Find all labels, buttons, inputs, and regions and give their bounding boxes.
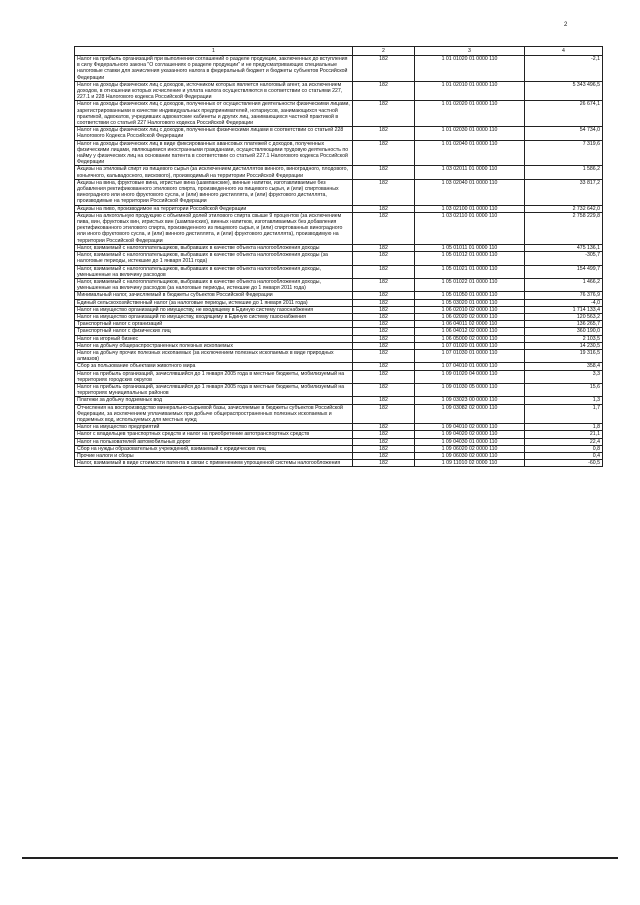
- row-value: 2 758 229,8: [525, 212, 603, 244]
- row-admin-code: 182: [353, 127, 415, 140]
- row-name: Единый сельскохозяйственный налог (за налоговые периоды, истекшие до 1 января 2011 года): [75, 299, 353, 306]
- row-value: 1 586,2: [525, 166, 603, 179]
- row-name: Налог, взимаемый в виде стоимости патента в связи с применением упрощенной системы налогообложения: [75, 460, 353, 467]
- row-budget-code: 1 05 01012 01 0000 110: [415, 252, 525, 265]
- row-name: Транспортный налог с физических лиц: [75, 328, 353, 335]
- row-admin-code: 182: [353, 452, 415, 459]
- row-admin-code: 182: [353, 335, 415, 342]
- row-budget-code: 1 03 02100 01 0000 110: [415, 205, 525, 212]
- row-budget-code: 1 01 02020 01 0000 110: [415, 101, 525, 127]
- row-admin-code: 182: [353, 321, 415, 328]
- row-name: Транспортный налог с организаций: [75, 321, 353, 328]
- row-value: 3,3: [525, 370, 603, 383]
- row-budget-code: 1 07 01020 01 0000 110: [415, 342, 525, 349]
- row-budget-code: 1 09 04030 01 0000 110: [415, 438, 525, 445]
- row-value: 2 103,5: [525, 335, 603, 342]
- row-admin-code: 182: [353, 252, 415, 265]
- row-admin-code: 182: [353, 212, 415, 244]
- row-budget-code: 1 09 01030 05 0000 110: [415, 383, 525, 396]
- table-row: [75, 292, 603, 299]
- row-name: Отчисления на воспроизводство минерально-сырьевой базы, зачисляемые в бюджеты субъектов Российской Федерации, за исключением уплачиваемых при добыче общераспространенных полезных ископаемых и подземных вод, используемых для местных нужд: [75, 404, 353, 424]
- row-budget-code: 1 03 02110 01 0000 110: [415, 212, 525, 244]
- row-admin-code: 182: [353, 205, 415, 212]
- table-row: [75, 313, 603, 320]
- row-budget-code: 1 03 02011 01 0000 110: [415, 166, 525, 179]
- row-admin-code: 182: [353, 424, 415, 431]
- row-value: 76 376,9: [525, 292, 603, 299]
- row-value: 136 265,7: [525, 321, 603, 328]
- row-admin-code: 182: [353, 166, 415, 179]
- row-name: Налог на добычу общераспространенных полезных ископаемых: [75, 342, 353, 349]
- row-value: 19 316,5: [525, 349, 603, 362]
- row-admin-code: 182: [353, 179, 415, 205]
- table-row: [75, 370, 603, 383]
- row-admin-code: 182: [353, 81, 415, 101]
- row-admin-code: 182: [353, 397, 415, 404]
- table-row: [75, 140, 603, 166]
- table-row: [75, 460, 603, 467]
- column-header: 1: [75, 47, 353, 56]
- row-name: Акцизы на вина, фруктовые вина, игристые вина (шампанские), винные напитки, изготавливаемые без добавления ректификованного этилового спирта, произведенного из пищевого сырья, и (или) спиртованных виноградного или иного фруктового сусла, и (или) винного дистиллята, и (или) фруктового дистиллята, производимые на территории Российской Федерации: [75, 179, 353, 205]
- table-row: [75, 424, 603, 431]
- table-row: [75, 404, 603, 424]
- row-budget-code: 1 05 01011 01 0000 110: [415, 244, 525, 251]
- row-name: Прочие налоги и сборы: [75, 452, 353, 459]
- column-header: 3: [415, 47, 525, 56]
- row-budget-code: 1 01 01020 01 0000 110: [415, 56, 525, 82]
- row-admin-code: 182: [353, 328, 415, 335]
- row-budget-code: 1 01 02010 01 0000 110: [415, 81, 525, 101]
- table-row: [75, 81, 603, 101]
- row-value: 360 190,0: [525, 328, 603, 335]
- row-admin-code: 182: [353, 278, 415, 291]
- table-row: [75, 438, 603, 445]
- row-budget-code: 1 07 04010 01 0000 110: [415, 363, 525, 370]
- table-row: [75, 101, 603, 127]
- table-row: [75, 265, 603, 278]
- row-admin-code: 182: [353, 370, 415, 383]
- row-value: 15,6: [525, 383, 603, 396]
- table-row: [75, 244, 603, 251]
- row-admin-code: 182: [353, 265, 415, 278]
- row-name: Налог, взимаемый с налогоплательщиков, выбравших в качестве объекта налогообложения доходы, уменьшенные на величину расходов: [75, 265, 353, 278]
- page-number: 2: [564, 22, 568, 28]
- row-name: Налог на игорный бизнес: [75, 335, 353, 342]
- row-budget-code: 1 05 01022 01 0000 110: [415, 278, 525, 291]
- row-name: Налог на доходы физических лиц с доходов, полученных физическими лицами в соответствии со статьей 228 Налогового Кодекса Российской Федерации: [75, 127, 353, 140]
- column-header: 4: [525, 47, 603, 56]
- row-value: 54 734,0: [525, 127, 603, 140]
- row-name: Акцизы на этиловый спирт из пищевого сырья (за исключением дистиллятов винного, виноградного, плодового, коньячного, кальвадосного, вискового), производимый на территории Российской Федерации: [75, 166, 353, 179]
- table-body: [75, 56, 603, 467]
- row-value: 14 230,5: [525, 342, 603, 349]
- row-budget-code: 1 06 04011 02 0000 110: [415, 321, 525, 328]
- row-value: -305,7: [525, 252, 603, 265]
- row-admin-code: 182: [353, 383, 415, 396]
- row-name: Минимальный налог, зачисляемый в бюджеты субъектов Российской Федерации: [75, 292, 353, 299]
- row-value: 26 674,1: [525, 101, 603, 127]
- row-name: Налог, взимаемый с налогоплательщиков, выбравших в качестве объекта налогообложения доходы, уменьшенные на величину расходов (за налоговые периоды, истекшие до 1 января 2011 года): [75, 278, 353, 291]
- table-row: [75, 342, 603, 349]
- row-budget-code: 1 07 01030 01 0000 110: [415, 349, 525, 362]
- row-name: Налог на прибыль организаций, зачислявшийся до 1 января 2005 года в местные бюджеты, мобилизуемый на территориях муниципальных районов: [75, 383, 353, 396]
- row-value: 1,7: [525, 404, 603, 424]
- row-name: Налог на доходы физических лиц с доходов, источником которых является налоговый агент, за исключением доходов, в отношении которых исчисление и уплата налога осуществляются в соответствии со статьями 227, 227.1 и 228 Налогового кодекса Российской Федерации: [75, 81, 353, 101]
- row-budget-code: 1 06 04012 02 0000 110: [415, 328, 525, 335]
- row-admin-code: 182: [353, 292, 415, 299]
- row-admin-code: 182: [353, 244, 415, 251]
- row-budget-code: 1 09 01020 04 0000 110: [415, 370, 525, 383]
- table-row: [75, 349, 603, 362]
- row-admin-code: 182: [353, 342, 415, 349]
- row-value: 358,4: [525, 363, 603, 370]
- row-admin-code: 182: [353, 299, 415, 306]
- row-name: Налог на доходы физических лиц с доходов, полученных от осуществления деятельности физическими лицами, зарегистрированными в качестве индивидуальных предпринимателей, нотариусов, занимающихся частной практикой, адвокатов, учредивших адвокатские кабинеты и других лиц, занимающихся частной практикой в соответствии со статьей 227 Налогового кодекса Российской Федерации: [75, 101, 353, 127]
- row-admin-code: 182: [353, 140, 415, 166]
- row-budget-code: 1 05 01021 01 0000 110: [415, 265, 525, 278]
- row-budget-code: 1 09 06020 02 0000 110: [415, 445, 525, 452]
- row-admin-code: 182: [353, 438, 415, 445]
- row-value: 2 732 642,0: [525, 205, 603, 212]
- row-name: Налог, взимаемый с налогоплательщиков, выбравших в качестве объекта налогообложения доходы (за налоговые периоды, истекшие до 1 января 2011 года): [75, 252, 353, 265]
- row-admin-code: 182: [353, 431, 415, 438]
- row-budget-code: 1 01 02040 01 0000 110: [415, 140, 525, 166]
- row-value: 120 563,2: [525, 313, 603, 320]
- table-row: [75, 445, 603, 452]
- row-value: -4,0: [525, 299, 603, 306]
- row-budget-code: 1 06 05000 02 0000 110: [415, 335, 525, 342]
- row-admin-code: 182: [353, 363, 415, 370]
- bottom-rule: [22, 857, 618, 859]
- row-admin-code: 182: [353, 101, 415, 127]
- row-name: Платежи за добычу подземных вод: [75, 397, 353, 404]
- row-name: Налог на прибыль организаций при выполнении соглашений о разделе продукции, заключенных до вступления в силу Федерального закона "О соглашениях о разделе продукции" и не предусматривающих специальные налоговые ставки для зачисления указанного налога в федеральный бюджет и бюджеты субъектов Российской Федерации: [75, 56, 353, 82]
- table-row: [75, 179, 603, 205]
- row-name: Налог на доходы физических лиц в виде фиксированных авансовых платежей с доходов, полученных физическими лицами, являющимися иностранными гражданами, осуществляющими трудовую деятельность по найму у физических лиц на основании патента в соответствии со статьей 227.1 Налогового кодекса Российской Федерации: [75, 140, 353, 166]
- row-value: 33 817,2: [525, 179, 603, 205]
- table-row: [75, 127, 603, 140]
- row-name: Налог на имущество организаций по имуществу, входящему в Единую систему газоснабжения: [75, 313, 353, 320]
- table-row: [75, 212, 603, 244]
- row-name: Налог на добычу прочих полезных ископаемых (за исключением полезных ископаемых в виде природных алмазов): [75, 349, 353, 362]
- row-name: Налог на пользователей автомобильных дорог: [75, 438, 353, 445]
- row-budget-code: 1 09 03082 02 0000 110: [415, 404, 525, 424]
- table-row: [75, 335, 603, 342]
- table-row: [75, 328, 603, 335]
- row-value: 7 319,6: [525, 140, 603, 166]
- row-admin-code: 182: [353, 404, 415, 424]
- row-name: Акцизы на пиво, производимое на территории Российской Федерации: [75, 205, 353, 212]
- row-value: 475 136,1: [525, 244, 603, 251]
- table-row: [75, 299, 603, 306]
- row-budget-code: 1 01 02030 01 0000 110: [415, 127, 525, 140]
- header-row: [75, 47, 603, 56]
- table-row: [75, 321, 603, 328]
- row-name: Сбор на нужды образовательных учреждений, взимаемый с юридических лиц: [75, 445, 353, 452]
- row-budget-code: 1 09 04010 02 0000 110: [415, 424, 525, 431]
- row-value: 22,4: [525, 438, 603, 445]
- row-admin-code: 182: [353, 349, 415, 362]
- row-value: 0,4: [525, 452, 603, 459]
- table-row: [75, 205, 603, 212]
- table-row: [75, 56, 603, 82]
- row-admin-code: 182: [353, 56, 415, 82]
- row-value: 1 714 133,4: [525, 306, 603, 313]
- row-name: Акцизы на алкогольную продукцию с объемной долей этилового спирта свыше 9 процентов (за исключением пива, вин, фруктовых вин, игристых вин (шампанских), винных напитков, изготавливаемых без добавления ректификованного этилового спирта, произведенного из пищевого сырья, и (или) спиртованных виноградного или иного фруктового сусла, и (или) винного дистиллята, и (или) фруктового дистиллята), производимую на территории Российской Федерации: [75, 212, 353, 244]
- row-budget-code: 1 09 06030 02 0000 110: [415, 452, 525, 459]
- row-admin-code: 182: [353, 313, 415, 320]
- row-name: Налог на прибыль организаций, зачислявшийся до 1 января 2005 года в местные бюджеты, мобилизуемый на территориях городских округов: [75, 370, 353, 383]
- row-admin-code: 182: [353, 306, 415, 313]
- row-value: 154 499,7: [525, 265, 603, 278]
- row-value: -2,1: [525, 56, 603, 82]
- row-budget-code: 1 05 01050 01 0000 110: [415, 292, 525, 299]
- row-budget-code: 1 09 03023 00 0000 110: [415, 397, 525, 404]
- row-budget-code: 1 06 02010 02 0000 110: [415, 306, 525, 313]
- row-value: 21,1: [525, 431, 603, 438]
- row-value: -60,5: [525, 460, 603, 467]
- row-name: Налог на имущество предприятий: [75, 424, 353, 431]
- table-row: [75, 252, 603, 265]
- table-row: [75, 431, 603, 438]
- row-budget-code: 1 03 02040 01 0000 110: [415, 179, 525, 205]
- column-header: 2: [353, 47, 415, 56]
- row-budget-code: 1 09 04020 02 0000 110: [415, 431, 525, 438]
- row-name: Налог на имущество организаций по имуществу, не входящему в Единую систему газоснабжения: [75, 306, 353, 313]
- table-row: [75, 383, 603, 396]
- table-row: [75, 166, 603, 179]
- row-budget-code: 1 09 11010 02 0000 110: [415, 460, 525, 467]
- row-budget-code: 1 06 02020 02 0000 110: [415, 313, 525, 320]
- row-admin-code: 182: [353, 445, 415, 452]
- row-name: Налог, взимаемый с налогоплательщиков, выбравших в качестве объекта налогообложения доходы: [75, 244, 353, 251]
- row-value: 1 466,2: [525, 278, 603, 291]
- row-name: Налог с владельцев транспортных средств и налог на приобретение автотранспортных средств: [75, 431, 353, 438]
- row-name: Сбор за пользование объектами животного мира: [75, 363, 353, 370]
- row-value: 0,8: [525, 445, 603, 452]
- row-budget-code: 1 05 03020 01 0000 110: [415, 299, 525, 306]
- row-admin-code: 182: [353, 460, 415, 467]
- table-row: [75, 278, 603, 291]
- table-row: [75, 363, 603, 370]
- row-value: 1,8: [525, 424, 603, 431]
- table-row: [75, 452, 603, 459]
- table-row: [75, 306, 603, 313]
- row-value: 5 343 496,5: [525, 81, 603, 101]
- revenue-table: [74, 46, 603, 467]
- row-value: 1,3: [525, 397, 603, 404]
- table-row: [75, 397, 603, 404]
